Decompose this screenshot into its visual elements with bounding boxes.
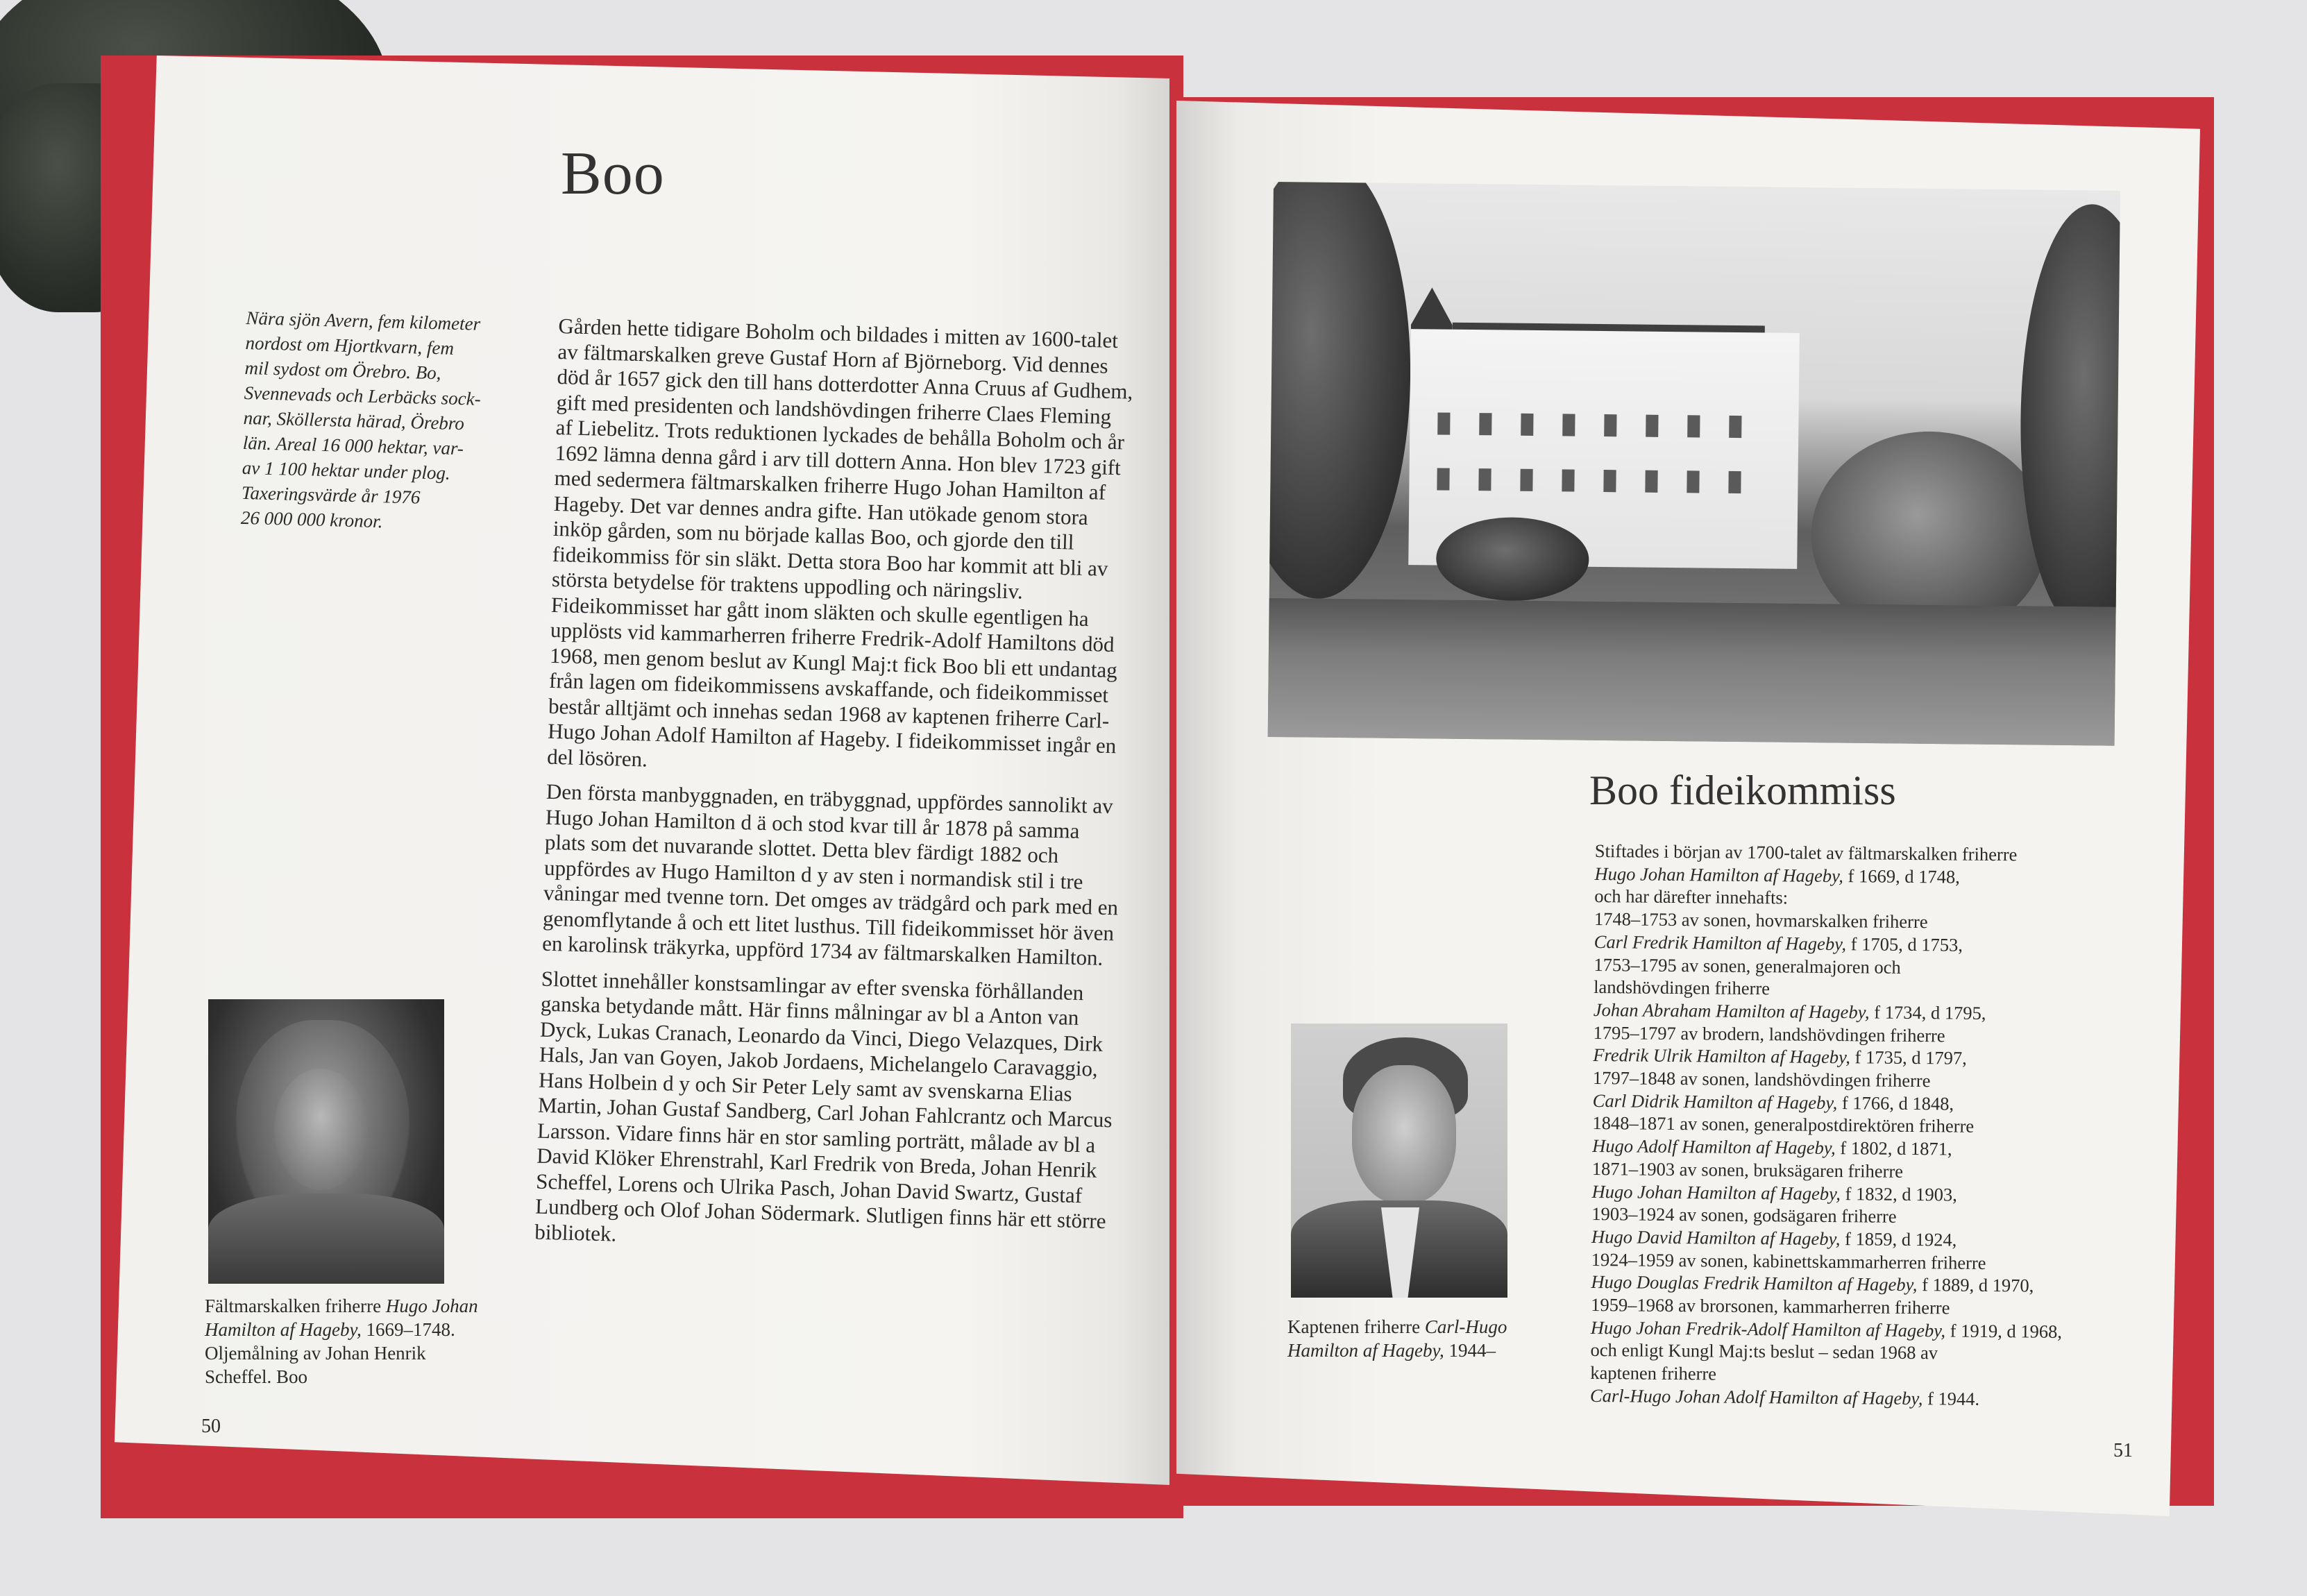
page-number-left: 50 [201,1416,221,1437]
page-title: Boo [561,140,665,207]
section-title: Boo fideikommiss [1589,767,1896,813]
list-line: 1797–1848 av sonen, landshövdingen friherre [1592,1067,1931,1092]
page-number-right: 51 [2113,1440,2133,1461]
list-line: Carl Fredrik Hamilton af Hageby, f 1705, d 1753, [1594,931,1963,956]
caption-name: Hugo Johan Hamilton af Hageby, [205,1296,478,1340]
list-line: 1795–1797 av brodern, landshövdingen friherre [1593,1021,1945,1046]
sidebar-line: nordost om Hjortkvarn, fem [245,332,455,359]
caption-lead: Fältmarskalken friherre [205,1296,386,1316]
portrait-carl-hugo-hamilton [1291,1024,1507,1298]
sidebar-facts [241,305,538,538]
sidebar-line: mil sydost om Örebro. Bo, [244,357,441,384]
list-line: 1871–1903 av sonen, bruksägaren friherre [1591,1157,1904,1182]
paragraph: Gården hette tidigare Boholm och bildades i mitten av 1600-talet av fältmarskalken greve Gustaf Horn af Björneborg. Vid dennes död år 1657 gick den till hans dotterdotter Anna Cruus af Gudhem, gift med presidenten och landshövdingen friherre Claes Fleming af Liebelitz. Trots reduktionen lyckades de behålla Boholm och år 1692 lämna denna gård i arv till dottern Anna. Hon blev 1723 gift med sedermera fältmarskalken friherre Hugo Johan Hamilton af Hageby. Det var dennes andra gifte. Han utökade genom stora inköp gården, som nu började kallas Boo, och gjorde den till fideikommiss för sin släkt. Detta stora Boo har kommit att bli av största betydelse för traktens uppodling och näringsliv. Fideikommisset har gått inom släkten och skulle egentligen ha upplösts vid kammarherren friherre Fredrik-Adolf Hamiltons död 1968, men genom beslut av Kungl Maj:t fick Boo bli ett undantag från lagen om fideikommissens avskaffande, och fideikommisset består alltjämt och innehas sedan 1968 av kaptenen friherre Carl-Hugo Johan Adolf Hamilton af Hageby. I fideikommisset ingår en del lösören. [546,314,1133,772]
sidebar-line: nar, Sköllersta härad, Örebro [243,407,465,434]
caption-rest: 1669–1748. Oljemålning av Johan Henrik Scheffel. Boo [205,1319,455,1387]
list-line: Hugo Johan Fredrik-Adolf Hamilton af Hageby, f 1919, d 1968, [1590,1316,2063,1342]
caption-name: Carl-Hugo Hamilton af Hageby, [1287,1316,1507,1361]
body-text [534,314,1135,1269]
list-line: Hugo David Hamilton af Hageby, f 1859, d 1924, [1591,1225,1957,1250]
sidebar-line: 26 000 000 kronor. [240,507,383,532]
caption-lead: Kaptenen friherre [1287,1316,1425,1337]
sidebar-line: Taxeringsvärde år 1976 [241,482,421,508]
castle-photograph [1268,182,2120,746]
list-line: Carl Didrik Hamilton af Hageby, f 1766, d 1848, [1592,1089,1954,1114]
list-line: Hugo Adolf Hamilton af Hageby, f 1802, d 1871, [1592,1135,1952,1160]
sidebar-line: Nära sjön Avern, fem kilometer [246,307,481,334]
list-line: Hugo Johan Hamilton af Hageby, f 1832, d 1903, [1591,1180,1957,1205]
paragraph: Den första manbyggnaden, en träbyggnad, uppfördes sannolikt av Hugo Johan Hamilton d ä och stod kvar till år 1878 på samma plats som det nuvarande slottet. Detta blev färdigt 1882 och uppfördes av Hugo Hamilton d y av sten i normandisk stil i tre våningar med tvenne torn. Det omges av trädgård och park med en genomflytande å och ett litet lusthus. Till fideikommisset hör även en karolinsk träkyrka, uppförd 1734 av fältmarskalken Hamilton. [541,779,1119,970]
list-line: 1903–1924 av sonen, godsägaren friherre [1591,1203,1897,1228]
list-line: Hugo Johan Hamilton af Hageby, f 1669, d 1748, [1594,863,1960,888]
portrait-caption [205,1294,496,1389]
list-line: landshövdingen friherre [1594,976,1771,999]
list-line: 1748–1753 av sonen, hovmarskalken friherre [1594,908,1928,933]
list-line: och har därefter innehafts: [1594,885,1789,908]
sidebar-line: län. Areal 16 000 hektar, var- [242,432,464,459]
sidebar-line: Svennevads och Lerbäcks sock- [244,382,482,409]
list-line: 1959–1968 av brorsonen, kammarherren friherre [1591,1294,1950,1318]
list-line: Stiftades i början av 1700-talet av fältmarskalken friherre [1594,840,2018,865]
paragraph: Slottet innehåller konstsamlingar av efter svenska förhållanden ganska betydande mått. Här finns målningar av bl a Anton van Dyck, Lukas Cranach, Leonardo da Vinci, Diego Velazques, Dirk Hals, Jan van Goyen, Jakob Jordaens, Michelangelo Caravaggio, Hans Holbein d y och Sir Peter Lely samt av svenskarna Elias Martin, Johan Gustaf Sandberg, Carl Johan Fahlcrantz och Marcus Larsson. Vidare finns här en stor samling porträtt, målade av bl a David Klöker Ehrenstrahl, Karl Fredrik von Breda, Johan Henrik Scheffel, Lorens och Ulrika Pasch, Johan David Swartz, Gustaf Lundberg och Olof Johan Södermark. Slutligen finns här ett större bibliotek. [534,966,1113,1246]
list-line: kaptenen friherre [1590,1362,1717,1384]
list-line: Carl-Hugo Johan Adolf Hamilton af Hageby, f 1944. [1589,1384,1980,1409]
list-line: och enligt Kungl Maj:ts beslut – sedan 1968 av [1590,1339,1938,1364]
list-line: Johan Abraham Hamilton af Hageby, f 1734, d 1795, [1593,999,1986,1024]
sidebar-line: av 1 100 hektar under plog. [242,457,451,484]
portrait-hugo-johan-hamilton [208,999,444,1284]
list-line: Hugo Douglas Fredrik Hamilton af Hageby, f 1889, d 1970, [1591,1271,2034,1296]
list-line: 1924–1959 av sonen, kabinettskammarherren friherre [1591,1248,1986,1273]
caption-rest: 1944– [1444,1340,1496,1361]
list-line: Fredrik Ulrik Hamilton af Hageby, f 1735, d 1797, [1593,1044,1967,1069]
fideikommiss-holders-list [1590,840,2122,1411]
list-line: 1753–1795 av sonen, generalmajoren och [1594,953,1901,978]
portrait-caption [1287,1315,1537,1362]
list-line: 1848–1871 av sonen, generalpostdirektören friherre [1592,1112,1975,1137]
